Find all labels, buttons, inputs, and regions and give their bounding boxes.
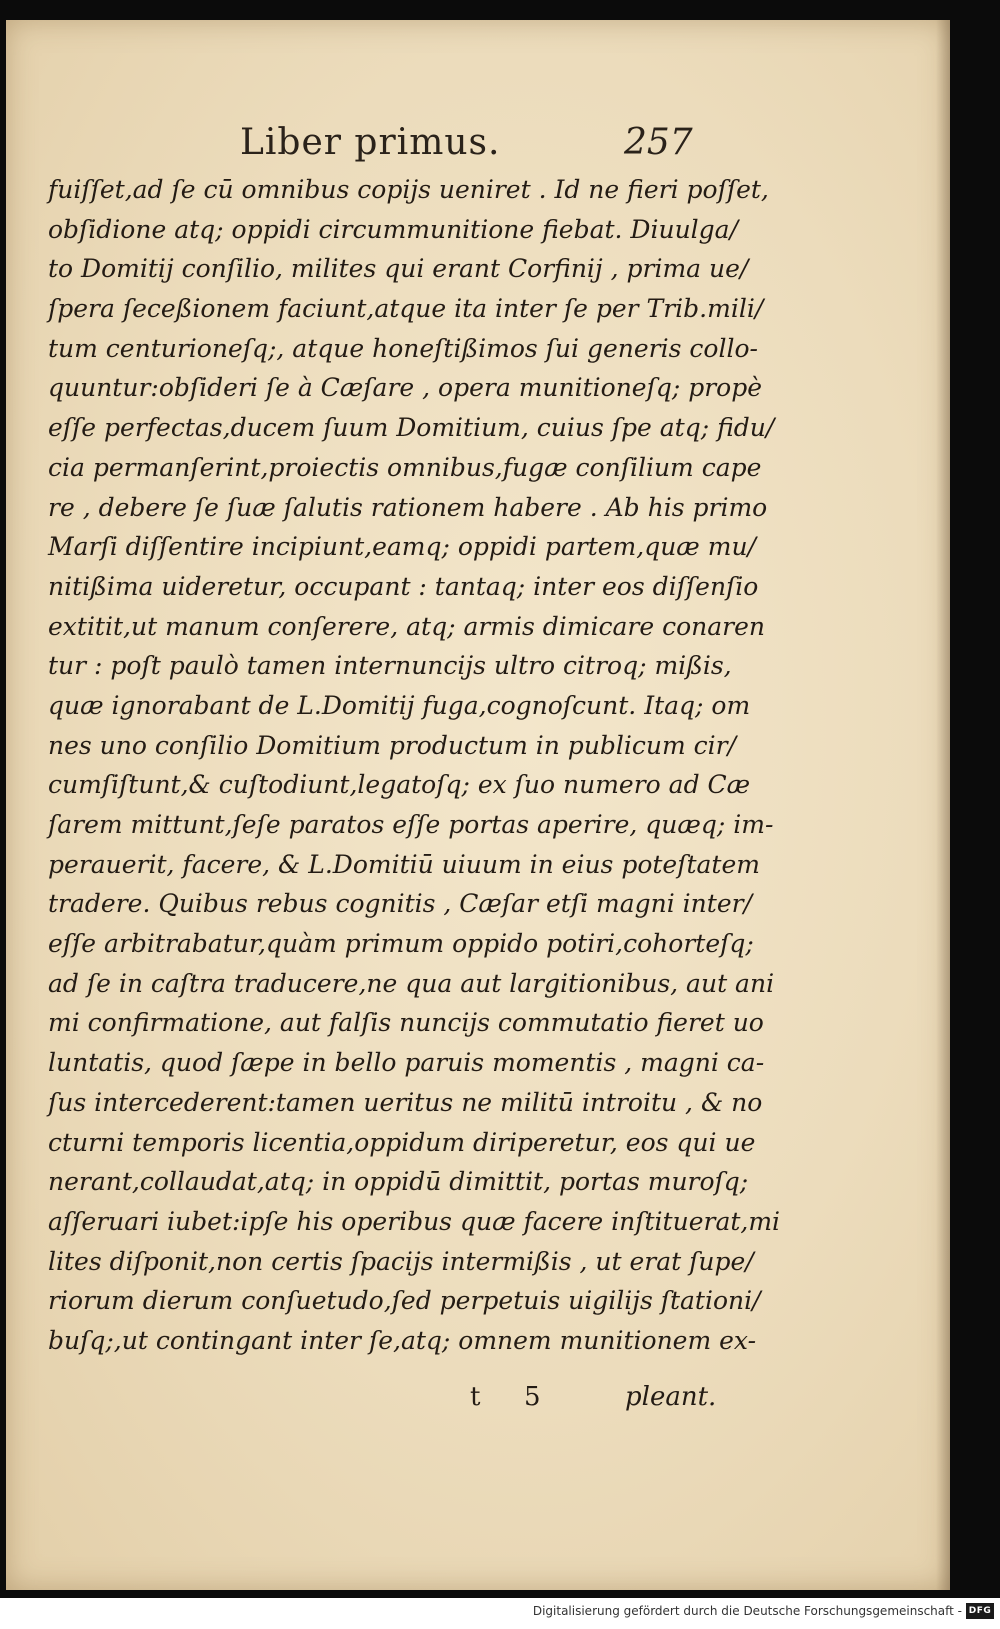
text-line: ad ſe in caſtra traducere,ne qua aut largitionibus, aut ani	[48, 968, 775, 998]
text-line: tum centurioneſq;, atque honeſtißimos ſui generis collo-	[48, 333, 758, 363]
text-line: to Domitij conſilio, milites qui erant Corfinij , prima ue/	[48, 254, 749, 284]
text-line: nerant,collaudat,atq; in oppidū dimittit, portas muroſq;	[48, 1167, 749, 1197]
text-line: tur : poſt paulò tamen internuncijs ultro citroq; mißis,	[48, 651, 732, 681]
text-line: buſq;,ut contingant inter ſe,atq; omnem munitionem ex-	[48, 1325, 757, 1355]
text-line: lites diſponit,non certis ſpacijs intermißis , ut erat ſupe/	[48, 1246, 754, 1276]
running-title: Liber primus.	[240, 122, 501, 163]
text-line: luntatis, quod ſæpe in bello paruis momentis , magni ca-	[48, 1048, 765, 1078]
running-head	[6, 112, 950, 172]
body-text	[48, 170, 781, 1361]
text-line: aſſeruari iubet:ipſe his operibus quæ facere inſtituerat,mi	[48, 1206, 781, 1236]
text-line: mi confirmatione, aut falſis nuncijs commutatio fieret uo	[48, 1008, 764, 1038]
text-line: quæ ignorabant de L.Domitij fuga,cognoſcunt. Itaq; om	[48, 690, 751, 720]
text-line: ſpera ſeceßionem faciunt,atque ita inter ſe per Trib.mili/	[48, 294, 764, 324]
text-line: re , debere ſe ſuæ ſalutis rationem habere . Ab his primo	[48, 492, 768, 522]
text-line: obſidione atq; oppidi circummunitione fiebat. Diuulga/	[48, 214, 739, 244]
dfg-logo: DFG	[966, 1603, 994, 1619]
text-line: cia permanſerint,proiectis omnibus,fugæ conſilium cape	[48, 452, 762, 482]
page-footer	[6, 1382, 950, 1432]
book-page	[6, 20, 950, 1590]
text-line: nes uno conſilio Domitium productum in publicum cir/	[48, 730, 737, 760]
text-line: cturni temporis licentia,oppidum diriperetur, eos qui ue	[48, 1127, 756, 1157]
page-edge-shadow	[936, 20, 950, 1590]
page-number: 257	[624, 122, 693, 163]
text-line: extitit,ut manum conſerere, atq; armis dimicare conaren	[48, 611, 765, 641]
text-line: ſarem mittunt,ſeſe paratos eſſe portas aperire, quæq; im-	[48, 810, 774, 839]
text-line: eſſe perfectas,ducem ſuum Domitium, cuius ſpe atq; fidu/	[48, 413, 775, 443]
text-line: perauerit, facere, & L.Domitiū uiuum in eius poteſtatem	[48, 849, 760, 879]
text-line: ſus intercederent:tamen ueritus ne militū introitu , & no	[48, 1087, 763, 1117]
text-line: tradere. Quibus rebus cognitis , Cæſar etſi magni inter/	[48, 889, 752, 919]
text-line: cumſiſtunt,& cuſtodiunt,legatoſq; ex ſuo numero ad Cæ	[48, 770, 751, 800]
text-line: eſſe arbitrabatur,quàm primum oppido potiri,cohorteſq;	[48, 929, 754, 959]
credit-bar	[0, 1598, 1000, 1629]
catchword: pleant.	[625, 1382, 717, 1412]
digitization-credit: Digitalisierung gefördert durch die Deutsche Forschungsgemeinschaft -	[532, 1604, 962, 1618]
text-line: Marſi diſſentire incipiunt,eamq; oppidi partem,quæ mu/	[48, 532, 756, 562]
signature-mark-number: 5	[524, 1382, 541, 1412]
signature-mark-letter: t	[470, 1382, 481, 1412]
text-line: nitißima uideretur, occupant : tantaq; inter eos diſſenſio	[48, 571, 759, 601]
text-line: fuiſſet,ad ſe cū omnibus copijs ueniret . Id ne fieri poſſet,	[48, 175, 769, 204]
text-line: quuntur:obſideri ſe à Cæſare , opera munitioneſq; propè	[48, 373, 763, 403]
text-line: riorum dierum conſuetudo,ſed perpetuis uigilijs ſtationi/	[48, 1286, 761, 1316]
